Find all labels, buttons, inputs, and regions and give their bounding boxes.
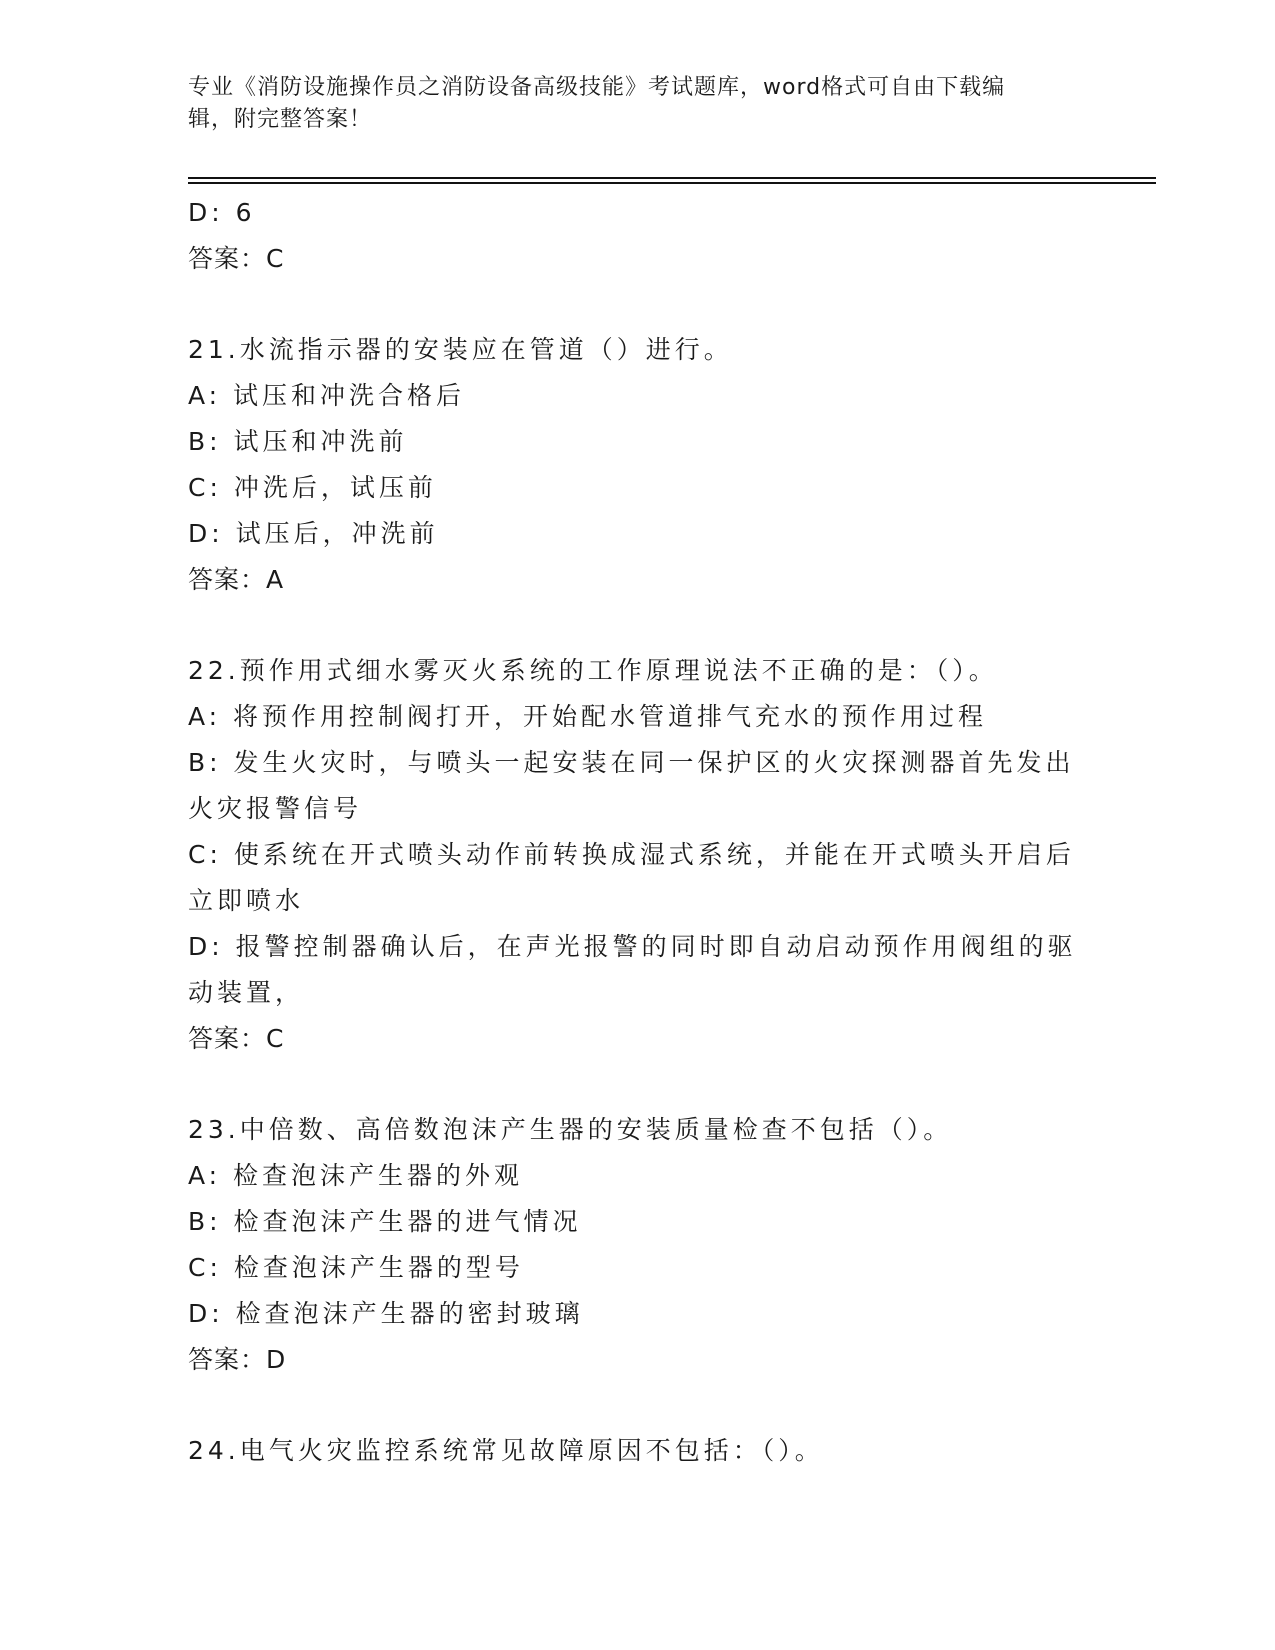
option-d-continued: 动装置， bbox=[188, 978, 305, 1007]
header-line-2: 辑，附完整答案！ bbox=[188, 107, 373, 132]
answer-line: 答案：A bbox=[188, 565, 285, 594]
option-d: D: 6 bbox=[188, 198, 256, 227]
answer-line: 答案：D bbox=[188, 1345, 287, 1374]
option-c: C: 检查泡沫产生器的型号 bbox=[188, 1253, 524, 1282]
document-header bbox=[188, 72, 1088, 136]
question-23 bbox=[188, 1107, 1088, 1383]
option-c-continued: 立即喷水 bbox=[188, 886, 305, 915]
option-d: D: 报警控制器确认后，在声光报警的同时即自动启动预作用阀组的驱 bbox=[188, 932, 1077, 961]
question-22 bbox=[188, 648, 1088, 1062]
answer-line: 答案：C bbox=[188, 244, 285, 273]
header-divider-bottom bbox=[188, 182, 1156, 184]
question-stem: 21.水流指示器的安装应在管道（）进行。 bbox=[188, 335, 733, 364]
answer-line: 答案：C bbox=[188, 1024, 285, 1053]
header-divider-top bbox=[188, 177, 1156, 179]
question-stem: 24.电气火灾监控系统常见故障原因不包括：（）。 bbox=[188, 1436, 824, 1465]
option-d: D: 检查泡沫产生器的密封玻璃 bbox=[188, 1299, 584, 1328]
question-24 bbox=[188, 1428, 1088, 1474]
question-stem: 22.预作用式细水雾灭火系统的工作原理说法不正确的是：（）。 bbox=[188, 656, 998, 685]
option-a: A: 将预作用控制阀打开，开始配水管道排气充水的预作用过程 bbox=[188, 702, 988, 731]
option-b: B: 试压和冲洗前 bbox=[188, 427, 408, 456]
option-a: A: 检查泡沫产生器的外观 bbox=[188, 1161, 524, 1190]
option-c: C: 使系统在开式喷头动作前转换成湿式系统，并能在开式喷头开启后 bbox=[188, 840, 1075, 869]
option-d: D: 试压后，冲洗前 bbox=[188, 519, 439, 548]
option-c: C: 冲洗后，试压前 bbox=[188, 473, 437, 502]
option-b: B: 检查泡沫产生器的进气情况 bbox=[188, 1207, 582, 1236]
header-line-1: 专业《消防设施操作员之消防设备高级技能》考试题库，word格式可自由下载编 bbox=[188, 75, 1006, 100]
question-21 bbox=[188, 327, 1088, 603]
option-b-continued: 火灾报警信号 bbox=[188, 794, 363, 823]
question-list bbox=[188, 190, 1088, 1474]
option-b: B: 发生火灾时，与喷头一起安装在同一保护区的火灾探测器首先发出 bbox=[188, 748, 1075, 777]
question-stem: 23.中倍数、高倍数泡沫产生器的安装质量检查不包括（）。 bbox=[188, 1115, 953, 1144]
option-a: A: 试压和冲洗合格后 bbox=[188, 381, 466, 410]
